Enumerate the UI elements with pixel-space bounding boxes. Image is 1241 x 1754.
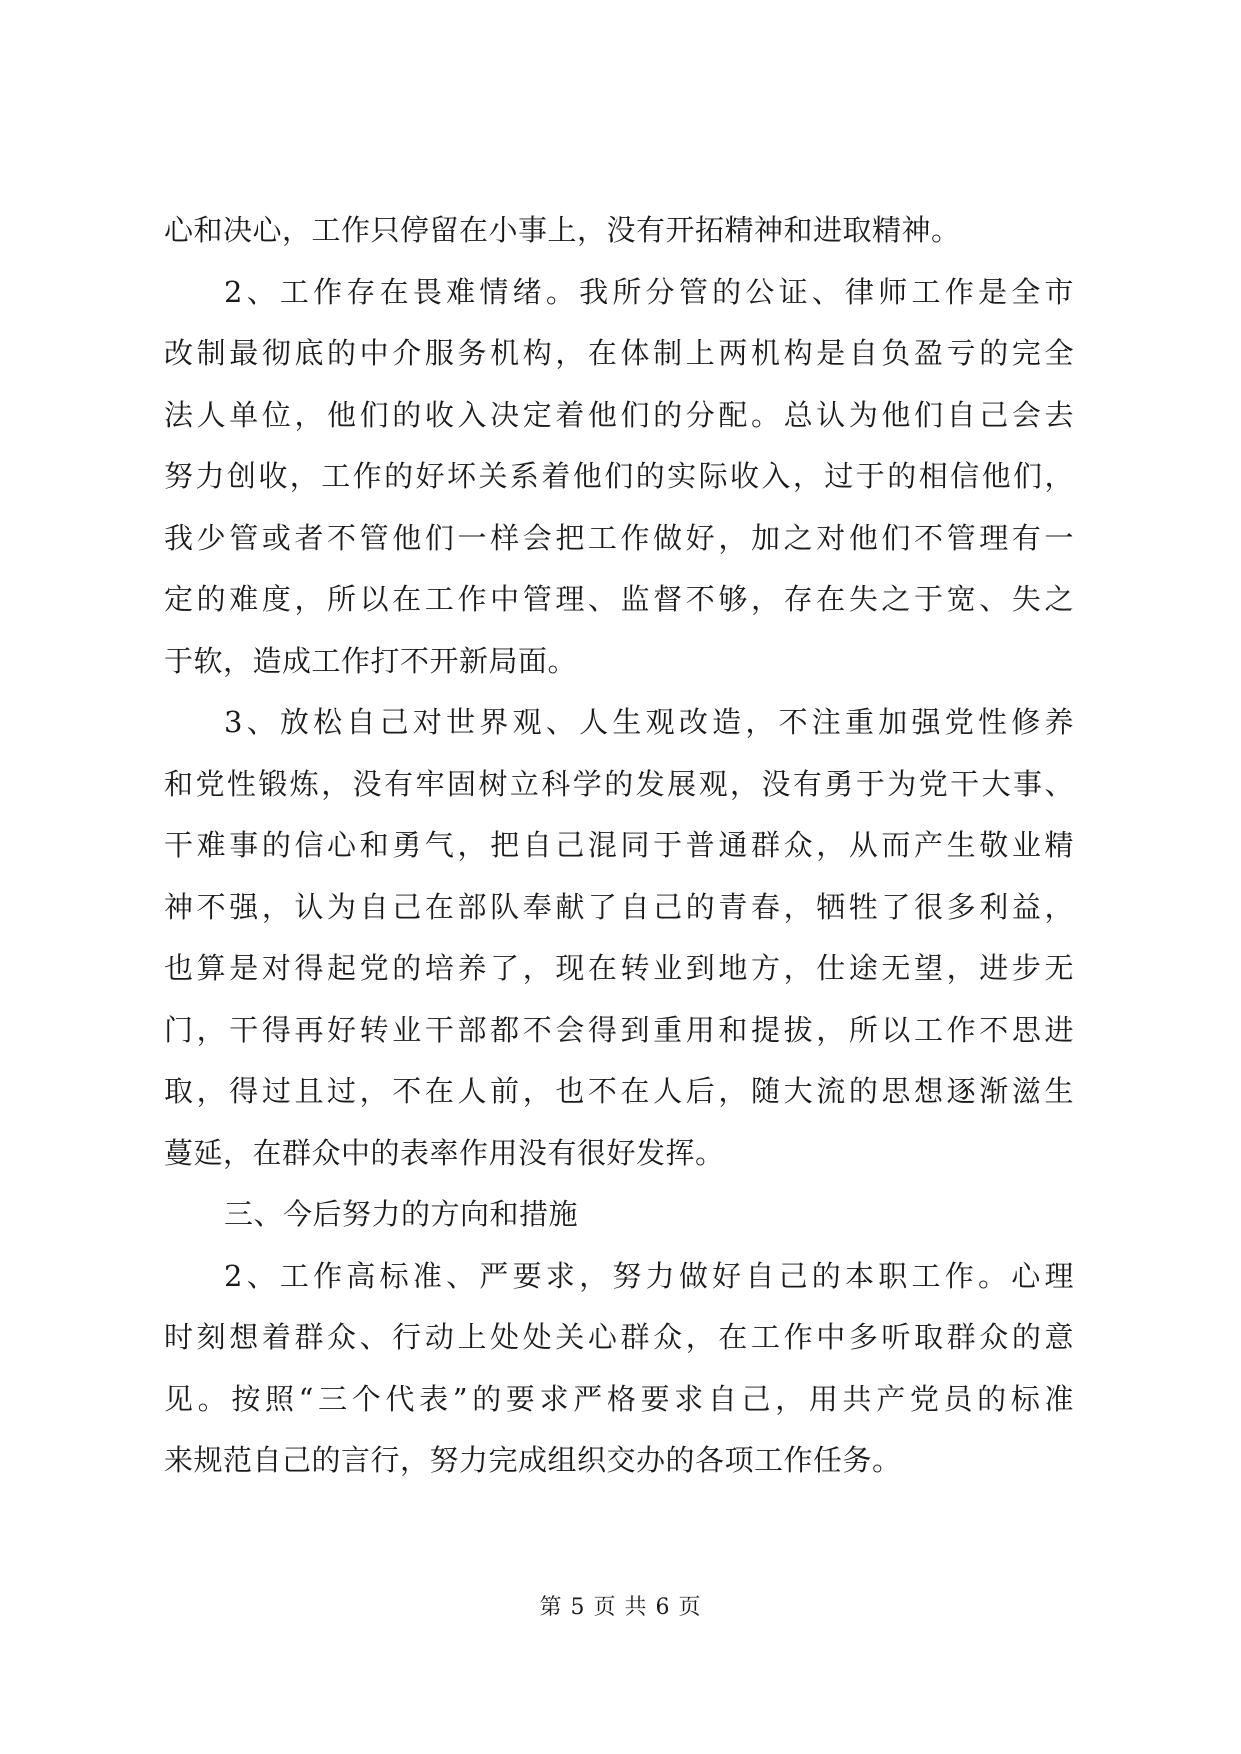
text-line: 取，得过且过，不在人前，也不在人后，随大流的思想逐渐滋生: [164, 1074, 1074, 1108]
text-line: 努力创收，工作的好坏关系着他们的实际收入，过于的相信他们，: [164, 459, 1074, 493]
text-line: 来规范自己的言行，努力完成组织交办的各项工作任务。: [164, 1443, 902, 1477]
text-line: 心和决心，工作只停留在小事上，没有开拓精神和进取精神。: [164, 213, 961, 247]
text-line: 于软，造成工作打不开新局面。: [164, 643, 578, 678]
text-line: 门，干得再好转业干部都不会得到重用和提拔，所以工作不思进: [164, 1012, 1074, 1047]
text-line: 2、工作存在畏难情绪。我所分管的公证、律师工作是全市: [224, 274, 1074, 309]
section-heading: 三、今后努力的方向和措施: [224, 1197, 579, 1231]
text-line: 和党性锻炼，没有牢固树立科学的发展观，没有勇于为党干大事、: [164, 766, 1074, 801]
text-line: 改制最彻底的中介服务机构，在体制上两机构是自负盈亏的完全: [164, 336, 1074, 370]
text-line: 2、工作高标准、严要求，努力做好自己的本职工作。心理: [224, 1258, 1074, 1293]
text-line: 3、放松自己对世界观、人生观改造，不注重加强党性修养: [224, 705, 1074, 739]
text-line: 神不强，认为自己在部队奉献了自己的青春，牺牲了很多利益，: [164, 889, 1074, 924]
text-line: 法人单位，他们的收入决定着他们的分配。总认为他们自己会去: [164, 397, 1074, 432]
text-line: 我少管或者不管他们一样会把工作做好，加之对他们不管理有一: [164, 520, 1074, 555]
page-number-footer: 第 5 页 共 6 页: [539, 1595, 702, 1620]
text-line: 见。按照“三个代表”的要求严格要求自己，用共产党员的标准: [164, 1381, 1074, 1416]
text-line: 蔓延，在群众中的表率作用没有很好发挥。: [164, 1135, 725, 1170]
text-line: 定的难度，所以在工作中管理、监督不够，存在失之于宽、失之: [164, 582, 1074, 616]
body-text: [164, 200, 1074, 1492]
text-line: 也算是对得起党的培养了，现在转业到地方，仕途无望，进步无: [164, 951, 1074, 985]
text-line: 干难事的信心和勇气，把自己混同于普通群众，从而产生敬业精: [164, 828, 1074, 862]
text-line: 时刻想着群众、行动上处处关心群众，在工作中多听取群众的意: [164, 1320, 1074, 1354]
